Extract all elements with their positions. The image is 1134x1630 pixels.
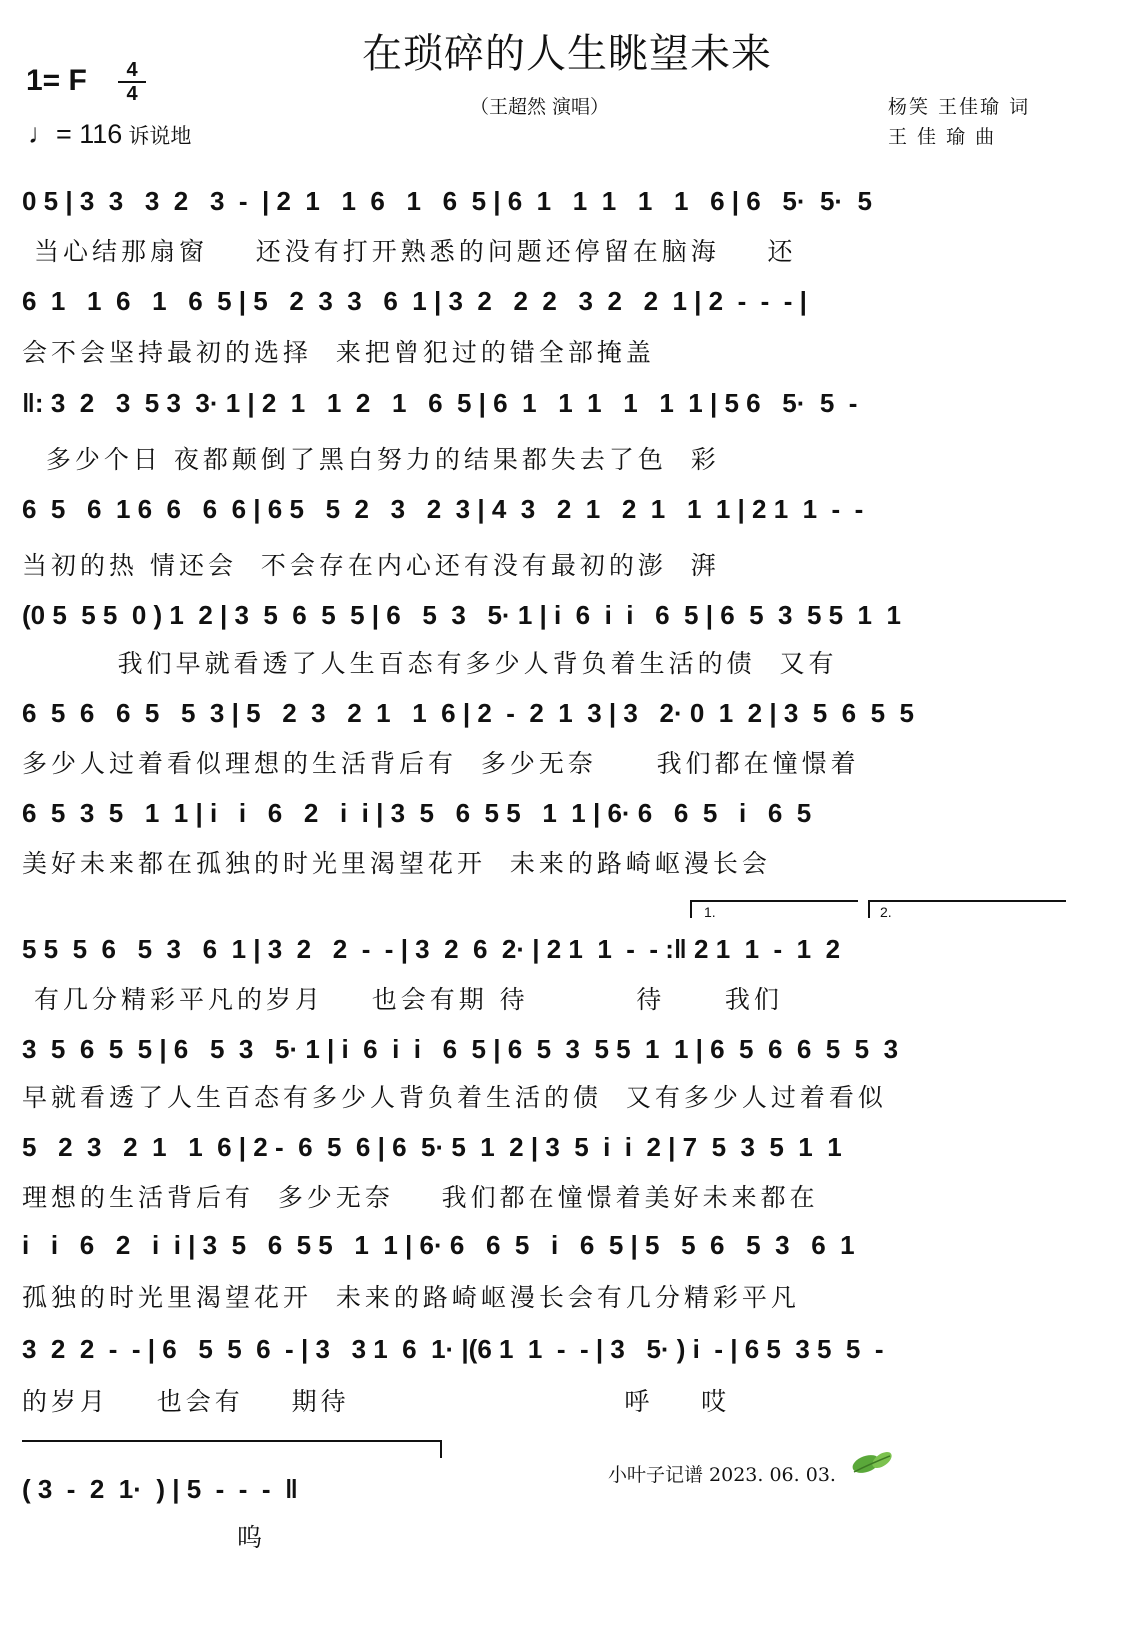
lyric-line-2: 会不会坚持最初的选择 来把曾犯过的错全部掩盖 — [22, 338, 655, 367]
time-signature — [118, 60, 146, 104]
lyric-line-7: 美好未来都在孤独的时光里渴望花开 未来的路崎岖漫长会 — [22, 849, 771, 878]
performance-style: 诉说地 — [128, 124, 192, 148]
lyric-line-10: 理想的生活背后有 多少无奈 我们都在憧憬着美好未来都在 — [22, 1183, 819, 1212]
notation-line-4: 6 5 6 1 6 6 6 6 | 6 5 5 2 3 2 3 | 4 3 2 1 2 1 1 1 | 2 1 1 - - — [22, 494, 864, 524]
notation-line-7: 6 5 3 5 1 1 | i i 6 2 i i | 3 5 6 5 5 1 1 | 6· 6 6 5 i 6 5 — [22, 798, 812, 828]
lyric-line-12: 的岁月 也会有 期待 呼 哎 — [22, 1387, 731, 1416]
notation-line-1: 0 5 | 3 3 3 2 3 - | 2 1 1 6 1 6 5 | 6 1 1 1 1 1 6 | 6 5· 5· 5 — [22, 186, 872, 216]
notation-line-13: ( 3 - 2 1· ) | 5 - - - ‖ — [22, 1474, 298, 1504]
lyric-line-4: 当初的热 情还会 不会存在内心还有没有最初的澎 湃 — [22, 551, 720, 580]
notation-line-2: 6 1 1 6 1 6 5 | 5 2 3 3 6 1 | 3 2 2 2 3 2 2 1 | 2 - - - | — [22, 286, 807, 316]
transcriber-signature: 小叶子记谱 2023. 06. 03. — [608, 1464, 836, 1486]
second-ending-label: 2. — [880, 904, 892, 920]
leaf-icon — [848, 1448, 896, 1480]
lyric-line-13: 呜 — [22, 1523, 267, 1552]
key-signature: 1= F — [26, 64, 87, 97]
meter-bottom: 4 — [126, 83, 138, 105]
notation-line-8: 5 5 5 6 5 3 6 1 | 3 2 2 - - | 3 2 6 2· | 2 1 1 - - :‖ 2 1 1 - 1 2 — [22, 934, 841, 964]
notation-line-5: (0 5 5 5 0 ) 1 2 | 3 5 6 5 5 | 6 5 3 5· 1 | i 6 i i 6 5 | 6 5 3 5 5 1 1 — [22, 600, 901, 630]
lyric-line-8: 有几分精彩平凡的岁月 也会有期 待 待 我们 — [22, 985, 783, 1014]
second-ending-bracket — [868, 900, 1066, 918]
coda-bracket — [22, 1440, 442, 1458]
first-ending-bracket — [690, 900, 858, 918]
notation-line-10: 5 2 3 2 1 1 6 | 2 - 6 5 6 | 6 5· 5 1 2 | 3 5 i i 2 | 7 5 3 5 1 1 — [22, 1132, 842, 1162]
lyric-line-5: 我们早就看透了人生百态有多少人背负着生活的债 又有 — [22, 649, 838, 678]
notation-line-9: 3 5 6 5 5 | 6 5 3 5· 1 | i 6 i i 6 5 | 6 5 3 5 5 1 1 | 6 5 6 6 5 5 3 — [22, 1034, 899, 1064]
singer-credit: （王超然 演唱） — [470, 96, 610, 118]
lyricist-credit: 杨笑 王佳瑜 词 — [888, 96, 1031, 118]
notation-line-11: i i 6 2 i i | 3 5 6 5 5 1 1 | 6· 6 6 5 i 6 5 | 5 5 6 5 3 6 1 — [22, 1230, 855, 1260]
tempo-marking — [28, 118, 191, 150]
lyric-line-6: 多少人过着看似理想的生活背后有 多少无奈 我们都在憧憬着 — [22, 749, 860, 778]
tempo-value: = 116 — [56, 119, 123, 149]
notation-line-12: 3 2 2 - - | 6 5 5 6 - | 3 3 1 6 1· |(6 1 1 - - | 3 5· ) i - | 6 5 3 5 5 - — [22, 1334, 884, 1364]
lyric-line-11: 孤独的时光里渴望花开 未来的路崎岖漫长会有几分精彩平凡 — [22, 1283, 800, 1312]
composer-credit: 王 佳 瑜 曲 — [888, 126, 997, 148]
lyric-line-3: 多少个日 夜都颠倒了黑白努力的结果都失去了色 彩 — [22, 445, 720, 474]
song-title: 在琐碎的人生眺望未来 — [362, 31, 772, 77]
notation-line-6: 6 5 6 6 5 5 3 | 5 2 3 2 1 1 6 | 2 - 2 1 3 | 3 2· 0 1 2 | 3 5 6 5 5 — [22, 698, 914, 728]
meter-top: 4 — [126, 59, 138, 81]
quarter-note-icon: ♩ — [28, 118, 56, 149]
lyric-line-1: 当心结那扇窗 还没有打开熟悉的问题还停留在脑海 还 — [22, 237, 797, 266]
first-ending-label: 1. — [704, 904, 716, 920]
lyric-line-9: 早就看透了人生百态有多少人背负着生活的债 又有多少人过着看似 — [22, 1083, 887, 1112]
notation-line-3: ‖: 3 2 3 5 3 3· 1 | 2 1 1 2 1 6 5 | 6 1 1 1 1 1 1 | 5 6 5· 5 - — [22, 388, 858, 418]
